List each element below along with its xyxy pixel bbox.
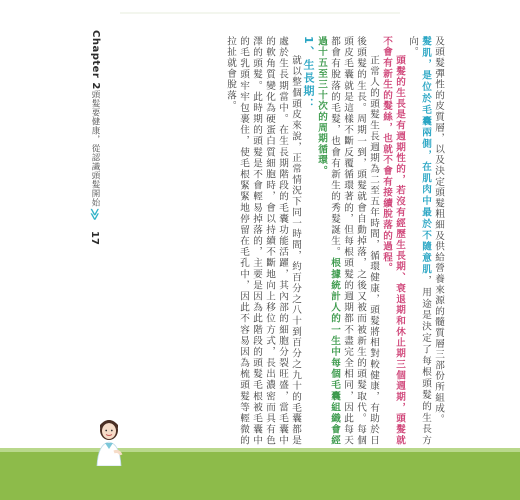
chapter-label: Chapter 2 bbox=[90, 30, 101, 90]
paragraph: 正常人的頭髮生長週期為二至五年時間，循環健康，頭髮將相對較健康，有助於日後頭髮的生長。周期一到，頭髮就會自動掉落，之後又被而被新生的頭髮取代。每個頭皮毛囊就是這樣不斷反覆循環著的，但每根頭髮的週期都不盡完全相同，因此每天都會有脫落的毛髮，也會有新生的秀髮誕生。根據統計人的一生中每個毛囊組織會經過十五至三十次的周期循環。 bbox=[316, 36, 379, 446]
highlight-blue: 髮肌，是位於毛囊兩側，在肌肉中最於不隨意肌 bbox=[420, 36, 431, 276]
section-heading: 1、生長期： bbox=[302, 36, 315, 111]
nurse-illustration bbox=[92, 416, 126, 466]
footer-band bbox=[0, 452, 520, 500]
body-text bbox=[115, 36, 445, 446]
paragraph: 就以整個頭皮來說，正常情況下同一時間，約百分之八十到百分之九十的毛囊都是處於生長期當中。在生長期階段的毛囊功能活躍，其內部的細胞分裂旺盛，當毛囊中的軟角質變化為硬蛋白質細胞時，會以持續不斷地向上移位方式，長出濃密而具有色澤的頭髮。此時期的頭髮是不會輕易掉落的，主要是因為此階段的頭髮毛根被毛囊中的毛乳頭牢牢包裹住，使毛根緊緊地停留在毛孔中，因此不容易因為梳頭髮等輕微的拉扯就會脫落。 bbox=[225, 36, 301, 446]
paragraph bbox=[380, 36, 406, 446]
page-number: 17 bbox=[89, 231, 100, 245]
chevron-icon: ≫ bbox=[88, 208, 102, 221]
paragraph: 髮肌，是位於毛囊兩側，在肌肉中最於不隨意肌，用途是決定了每根頭髮的生長方向。 bbox=[407, 36, 431, 446]
chapter-subtitle: 頭髮要健康，從認識頭髮開始 bbox=[90, 90, 100, 207]
top-rule bbox=[120, 12, 400, 14]
highlight-green: 根據統計人的一生中每個毛囊組織會經過十五至三十次的周期循環。 bbox=[316, 36, 340, 446]
highlight-pink: 頭髮的生長是有週期性的，若沒有經歷生長期、衰退期和休止期三個週期，頭髮就不會有新生的髮絲，也就不會有接續脫落的過程。 bbox=[381, 36, 405, 446]
paragraph: 及頭髮彈性的皮質層，以及決定頭髮粗細及供給營養來源的髓質層三部份所組成。 bbox=[433, 36, 444, 425]
